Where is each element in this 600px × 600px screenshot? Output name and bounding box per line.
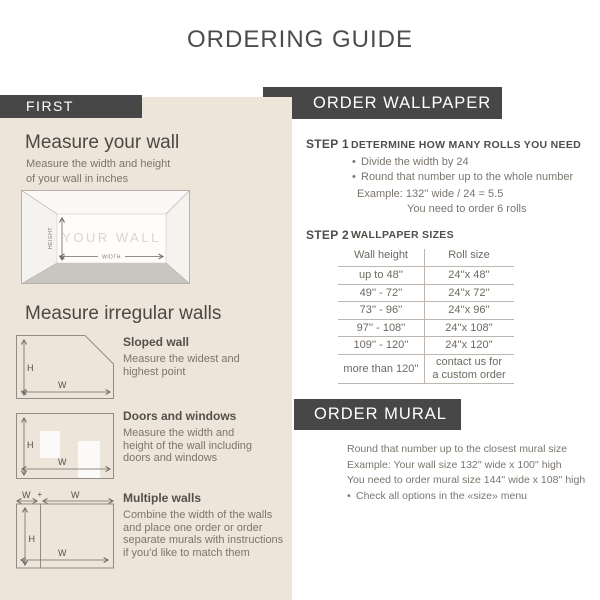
col-header-wall-height: Wall height bbox=[353, 249, 408, 261]
col-header-roll-size: Roll size bbox=[448, 249, 490, 261]
page-title: ORDERING GUIDE bbox=[186, 26, 413, 53]
mural-line: You need to order mural size 144'' wide x 108'' high bbox=[347, 474, 586, 487]
w-label: W bbox=[58, 457, 67, 467]
bullet-dot: • bbox=[352, 156, 356, 168]
step1-example bbox=[357, 188, 503, 200]
w-label: W bbox=[22, 490, 31, 500]
example-value: 132'' wide / 24 = 5.5 bbox=[405, 188, 504, 200]
h-label: H bbox=[27, 363, 34, 373]
subtext-line: of your wall in inches bbox=[26, 173, 129, 185]
example-result: You need to order 6 rolls bbox=[407, 202, 527, 215]
width-label: WIDTH bbox=[102, 254, 121, 261]
irregular-walls-heading: Measure irregular walls bbox=[25, 303, 222, 324]
order-mural-badge: ORDER MURAL bbox=[294, 399, 461, 430]
subtext-line: Measure the width and height bbox=[26, 158, 171, 170]
w-label: W bbox=[71, 490, 80, 500]
w-label: W bbox=[58, 548, 67, 558]
h-label: H bbox=[27, 440, 34, 450]
order-wallpaper-badge: ORDER WALLPAPER bbox=[263, 87, 502, 119]
bullet-dot: • bbox=[352, 170, 356, 183]
step2-heading: WALLPAPER SIZES bbox=[351, 229, 454, 241]
table-row: more than 120'' contact us for a custom order bbox=[338, 355, 514, 385]
first-badge: FIRST bbox=[0, 95, 142, 118]
doors-windows-text: Doors and windows Measure the width and height of the wall including doors and windows bbox=[123, 409, 253, 464]
bullet-dot: • bbox=[347, 490, 351, 503]
measure-wall-heading: Measure your wall bbox=[25, 132, 180, 153]
height-label: HEIGHT bbox=[48, 227, 54, 249]
table-row: 49'' - 72'' 24''x 72'' bbox=[338, 285, 514, 303]
multiple-walls-diagram bbox=[16, 487, 115, 571]
table-row: 109'' - 120'' 24''x 120'' bbox=[338, 337, 514, 355]
table-header-row bbox=[338, 245, 514, 267]
sloped-wall-text: Sloped wall Measure the widest and highest point bbox=[123, 335, 240, 378]
wallpaper-sizes-table bbox=[338, 245, 514, 384]
table-row: up to 48'' 24''x 48'' bbox=[338, 267, 514, 285]
sloped-wall-diagram bbox=[16, 335, 114, 399]
wall-perspective-diagram bbox=[21, 190, 190, 284]
measure-wall-subtext bbox=[26, 157, 170, 187]
mural-line: Round that number up to the closest mural size bbox=[347, 443, 568, 455]
example-label: Example: bbox=[357, 188, 403, 200]
step1-label: STEP 1 bbox=[306, 137, 349, 151]
table-column-divider bbox=[424, 249, 425, 384]
mural-line: Example: Your wall size 132'' wide x 100'' high bbox=[347, 458, 562, 471]
your-wall-label: YOUR WALL bbox=[62, 230, 161, 245]
w-label: W bbox=[58, 380, 67, 390]
left-panel bbox=[0, 97, 292, 600]
window-shape bbox=[40, 431, 60, 458]
step2-label: STEP 2 bbox=[306, 227, 349, 242]
step1-heading: DETERMINE HOW MANY ROLLS YOU NEED bbox=[351, 138, 582, 151]
door-shape bbox=[78, 441, 100, 478]
bullet-item: • Divide the width by 24 bbox=[352, 156, 469, 168]
table-row: 73'' - 96'' 24''x 96'' bbox=[338, 302, 514, 320]
mural-line-bullet: • Check all options in the «size» menu bbox=[347, 489, 585, 505]
plus-label: + bbox=[37, 490, 43, 499]
h-label: H bbox=[28, 534, 35, 544]
multiple-walls-text: Multiple walls Combine the width of the walls and place one order or order separate murals with instructions if you'd like to match them bbox=[123, 491, 284, 559]
mural-instructions bbox=[347, 442, 585, 505]
bullet-item: • Round that number up to the whole number bbox=[352, 170, 574, 183]
table-row: 97'' - 108'' 24''x 108'' bbox=[338, 320, 514, 338]
step1-bullets bbox=[352, 155, 573, 184]
doors-windows-diagram bbox=[16, 413, 114, 479]
